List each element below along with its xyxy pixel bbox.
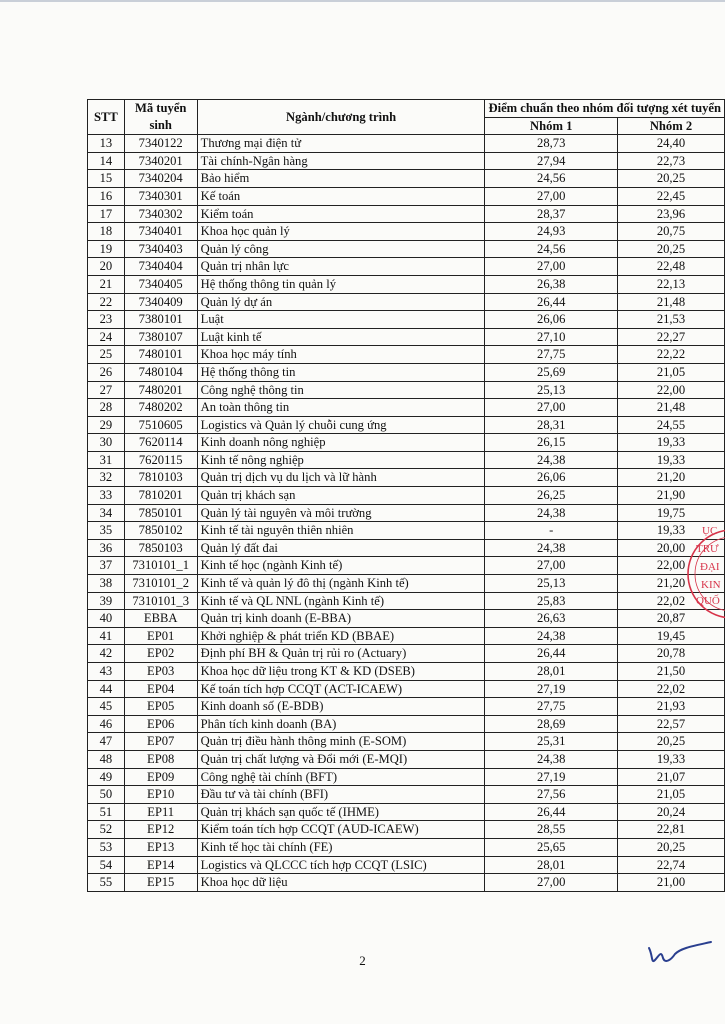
table-row [88, 258, 725, 276]
row-stt: 35 [88, 522, 125, 540]
table-row [88, 750, 725, 768]
row-score-group2: 21,20 [617, 575, 724, 593]
row-program: Quản trị kinh doanh (E-BBA) [197, 610, 485, 628]
row-score-group1: 27,94 [485, 152, 617, 170]
row-program: Kinh tế học tài chính (FE) [197, 838, 485, 856]
row-program: Luật kinh tế [197, 328, 485, 346]
row-score-group1: 27,75 [485, 698, 617, 716]
table-row [88, 575, 725, 593]
row-score-group2: 24,40 [617, 135, 724, 153]
row-stt: 13 [88, 135, 125, 153]
header-group2: Nhóm 2 [617, 117, 724, 135]
row-code: 7340403 [124, 240, 197, 258]
table-row [88, 205, 725, 223]
row-program: Thương mại điện tử [197, 135, 485, 153]
row-code: EP03 [124, 663, 197, 681]
row-code: 7380107 [124, 328, 197, 346]
row-stt: 21 [88, 275, 125, 293]
row-code: EP06 [124, 715, 197, 733]
table-row [88, 698, 725, 716]
row-stt: 14 [88, 152, 125, 170]
table-row [88, 135, 725, 153]
row-score-group1: 26,44 [485, 293, 617, 311]
table-row [88, 539, 725, 557]
row-code: 7340401 [124, 223, 197, 241]
row-stt: 32 [88, 469, 125, 487]
row-score-group2: 22,13 [617, 275, 724, 293]
row-score-group1: 26,25 [485, 487, 617, 505]
table-row [88, 469, 725, 487]
table-row [88, 663, 725, 681]
row-stt: 49 [88, 768, 125, 786]
row-score-group1: 24,93 [485, 223, 617, 241]
row-program: Khoa học quản lý [197, 223, 485, 241]
table-row [88, 363, 725, 381]
table-row [88, 451, 725, 469]
row-score-group1: 24,38 [485, 627, 617, 645]
row-program: Quản trị nhân lực [197, 258, 485, 276]
row-program: Kinh tế và QL NNL (ngành Kinh tế) [197, 592, 485, 610]
row-code: EP04 [124, 680, 197, 698]
table-header-row [88, 100, 725, 118]
row-score-group2: 24,55 [617, 416, 724, 434]
row-score-group2: 22,00 [617, 557, 724, 575]
stamp-text-3: ĐẠI [700, 561, 720, 573]
row-score-group1: 27,19 [485, 768, 617, 786]
row-program: Quản trị dịch vụ du lịch và lữ hành [197, 469, 485, 487]
row-stt: 54 [88, 856, 125, 874]
row-score-group2: 22,45 [617, 187, 724, 205]
table-row [88, 715, 725, 733]
row-stt: 20 [88, 258, 125, 276]
table-row [88, 768, 725, 786]
row-code: 7310101_2 [124, 575, 197, 593]
row-program: Logistics và QLCCC tích hợp CCQT (LSIC) [197, 856, 485, 874]
row-code: 7510605 [124, 416, 197, 434]
table-row [88, 557, 725, 575]
row-score-group1: 26,06 [485, 311, 617, 329]
row-stt: 36 [88, 539, 125, 557]
row-program: Công nghệ tài chính (BFT) [197, 768, 485, 786]
row-program: Quản lý tài nguyên và môi trường [197, 504, 485, 522]
row-score-group1: 24,38 [485, 750, 617, 768]
row-program: Quản lý đất đai [197, 539, 485, 557]
table-row [88, 240, 725, 258]
row-score-group2: 20,78 [617, 645, 724, 663]
row-stt: 28 [88, 399, 125, 417]
table-row [88, 170, 725, 188]
row-program: Công nghệ thông tin [197, 381, 485, 399]
row-score-group2: 22,74 [617, 856, 724, 874]
row-score-group2: 22,73 [617, 152, 724, 170]
header-score: Điểm chuẩn theo nhóm đối tượng xét tuyển [485, 100, 725, 118]
row-stt: 22 [88, 293, 125, 311]
row-score-group2: 20,24 [617, 803, 724, 821]
row-stt: 31 [88, 451, 125, 469]
row-score-group1: 27,19 [485, 680, 617, 698]
row-code: 7340405 [124, 275, 197, 293]
row-score-group1: 25,83 [485, 592, 617, 610]
row-score-group2: 22,02 [617, 592, 724, 610]
row-code: EP02 [124, 645, 197, 663]
stamp-text-5: QUỐ [696, 595, 720, 607]
handwritten-signature [645, 938, 715, 970]
row-stt: 16 [88, 187, 125, 205]
row-code: EP01 [124, 627, 197, 645]
row-code: EP14 [124, 856, 197, 874]
row-code: EP10 [124, 786, 197, 804]
table-row [88, 821, 725, 839]
row-score-group1: 27,00 [485, 557, 617, 575]
row-program: Kinh doanh nông nghiệp [197, 434, 485, 452]
row-code: EP07 [124, 733, 197, 751]
row-program: Khởi nghiệp & phát triển KD (BBAE) [197, 627, 485, 645]
stamp-text-2: TRƯ [696, 543, 719, 555]
row-stt: 18 [88, 223, 125, 241]
row-stt: 52 [88, 821, 125, 839]
row-stt: 44 [88, 680, 125, 698]
row-score-group2: 22,48 [617, 258, 724, 276]
row-program: Quản lý công [197, 240, 485, 258]
table-row [88, 223, 725, 241]
row-program: Quản trị điều hành thông minh (E-SOM) [197, 733, 485, 751]
table-row [88, 381, 725, 399]
row-code: 7380101 [124, 311, 197, 329]
row-stt: 38 [88, 575, 125, 593]
row-score-group1: 27,00 [485, 187, 617, 205]
row-program: An toàn thông tin [197, 399, 485, 417]
table-row [88, 838, 725, 856]
row-code: EP12 [124, 821, 197, 839]
row-score-group2: 21,20 [617, 469, 724, 487]
table-row [88, 328, 725, 346]
table-row [88, 399, 725, 417]
row-score-group1: 26,38 [485, 275, 617, 293]
row-stt: 24 [88, 328, 125, 346]
row-program: Kinh tế nông nghiệp [197, 451, 485, 469]
row-stt: 48 [88, 750, 125, 768]
row-score-group1: 28,55 [485, 821, 617, 839]
table-row [88, 293, 725, 311]
row-score-group2: 20,87 [617, 610, 724, 628]
row-score-group2: 22,00 [617, 381, 724, 399]
row-code: 7340204 [124, 170, 197, 188]
row-code: EP13 [124, 838, 197, 856]
row-stt: 55 [88, 874, 125, 892]
row-score-group1: 24,38 [485, 451, 617, 469]
row-code: 7480101 [124, 346, 197, 364]
row-program: Kế toán tích hợp CCQT (ACT-ICAEW) [197, 680, 485, 698]
row-score-group2: 20,25 [617, 733, 724, 751]
row-code: 7850101 [124, 504, 197, 522]
row-stt: 51 [88, 803, 125, 821]
row-score-group2: 19,33 [617, 522, 724, 540]
header-group1: Nhóm 1 [485, 117, 617, 135]
row-program: Quản trị khách sạn [197, 487, 485, 505]
row-stt: 30 [88, 434, 125, 452]
row-score-group2: 22,81 [617, 821, 724, 839]
row-stt: 50 [88, 786, 125, 804]
table-row [88, 275, 725, 293]
row-score-group1: 28,01 [485, 663, 617, 681]
row-score-group2: 21,48 [617, 399, 724, 417]
row-code: 7480201 [124, 381, 197, 399]
row-code: 7340201 [124, 152, 197, 170]
row-score-group1: 26,15 [485, 434, 617, 452]
row-score-group1: 24,56 [485, 240, 617, 258]
row-code: 7810201 [124, 487, 197, 505]
row-score-group1: 27,75 [485, 346, 617, 364]
row-code: 7340122 [124, 135, 197, 153]
row-score-group2: 19,33 [617, 451, 724, 469]
row-code: 7810103 [124, 469, 197, 487]
table-row [88, 187, 725, 205]
row-code: 7340404 [124, 258, 197, 276]
stamp-text-4: KIN [701, 579, 721, 591]
row-score-group2: 23,96 [617, 205, 724, 223]
row-code: EBBA [124, 610, 197, 628]
row-stt: 43 [88, 663, 125, 681]
row-code: 7340409 [124, 293, 197, 311]
row-program: Kinh tế tài nguyên thiên nhiên [197, 522, 485, 540]
row-stt: 19 [88, 240, 125, 258]
row-score-group1: 28,69 [485, 715, 617, 733]
row-program: Quản trị khách sạn quốc tế (IHME) [197, 803, 485, 821]
page-number: 2 [359, 953, 366, 968]
row-program: Kế toán [197, 187, 485, 205]
row-score-group2: 21,05 [617, 786, 724, 804]
row-stt: 33 [88, 487, 125, 505]
row-score-group2: 22,02 [617, 680, 724, 698]
row-score-group2: 21,07 [617, 768, 724, 786]
row-score-group1: - [485, 522, 617, 540]
row-program: Logistics và Quản lý chuỗi cung ứng [197, 416, 485, 434]
table-row [88, 680, 725, 698]
row-code: 7340302 [124, 205, 197, 223]
row-code: 7480202 [124, 399, 197, 417]
table-row [88, 803, 725, 821]
row-code: 7620114 [124, 434, 197, 452]
row-stt: 17 [88, 205, 125, 223]
row-score-group1: 27,00 [485, 874, 617, 892]
table-row [88, 522, 725, 540]
row-score-group2: 21,05 [617, 363, 724, 381]
row-code: 7850103 [124, 539, 197, 557]
row-program: Kinh tế học (ngành Kinh tế) [197, 557, 485, 575]
row-score-group2: 19,33 [617, 434, 724, 452]
row-score-group2: 21,53 [617, 311, 724, 329]
table-row [88, 733, 725, 751]
stamp-text-1: ỤC [702, 525, 718, 537]
row-score-group1: 24,38 [485, 539, 617, 557]
row-code: 7480104 [124, 363, 197, 381]
row-score-group2: 22,57 [617, 715, 724, 733]
row-score-group1: 24,56 [485, 170, 617, 188]
row-score-group1: 25,13 [485, 575, 617, 593]
table-row [88, 592, 725, 610]
row-score-group1: 28,73 [485, 135, 617, 153]
row-program: Kiểm toán tích hợp CCQT (AUD-ICAEW) [197, 821, 485, 839]
row-stt: 37 [88, 557, 125, 575]
row-score-group2: 22,22 [617, 346, 724, 364]
row-stt: 34 [88, 504, 125, 522]
row-stt: 15 [88, 170, 125, 188]
table-row [88, 504, 725, 522]
row-score-group2: 19,75 [617, 504, 724, 522]
row-program: Tài chính-Ngân hàng [197, 152, 485, 170]
table-row [88, 645, 725, 663]
row-stt: 27 [88, 381, 125, 399]
row-program: Kiểm toán [197, 205, 485, 223]
row-score-group1: 26,44 [485, 803, 617, 821]
row-score-group2: 21,90 [617, 487, 724, 505]
row-score-group1: 25,69 [485, 363, 617, 381]
row-score-group2: 21,48 [617, 293, 724, 311]
row-score-group1: 26,44 [485, 645, 617, 663]
row-stt: 46 [88, 715, 125, 733]
table-row [88, 856, 725, 874]
row-score-group1: 28,01 [485, 856, 617, 874]
table-row [88, 786, 725, 804]
table-body [88, 135, 725, 892]
row-stt: 40 [88, 610, 125, 628]
row-program: Phân tích kinh doanh (BA) [197, 715, 485, 733]
header-code: Mã tuyển sinh [124, 100, 197, 135]
row-program: Đầu tư và tài chính (BFI) [197, 786, 485, 804]
table-row [88, 487, 725, 505]
header-stt: STT [88, 100, 125, 135]
row-score-group1: 24,38 [485, 504, 617, 522]
row-score-group2: 20,25 [617, 170, 724, 188]
row-code: 7620115 [124, 451, 197, 469]
row-stt: 42 [88, 645, 125, 663]
row-code: EP08 [124, 750, 197, 768]
row-stt: 29 [88, 416, 125, 434]
row-program: Quản lý dự án [197, 293, 485, 311]
table-row [88, 311, 725, 329]
admission-score-table [87, 99, 725, 892]
row-code: 7310101_3 [124, 592, 197, 610]
row-program: Bảo hiểm [197, 170, 485, 188]
row-score-group1: 25,65 [485, 838, 617, 856]
row-code: 7850102 [124, 522, 197, 540]
row-score-group1: 25,31 [485, 733, 617, 751]
row-score-group1: 28,31 [485, 416, 617, 434]
row-stt: 26 [88, 363, 125, 381]
table-row [88, 416, 725, 434]
header-program: Ngành/chương trình [197, 100, 485, 135]
row-program: Hệ thống thông tin [197, 363, 485, 381]
row-program: Kinh tế và quản lý đô thị (ngành Kinh tế) [197, 575, 485, 593]
row-score-group1: 26,06 [485, 469, 617, 487]
table-row [88, 346, 725, 364]
row-score-group1: 27,00 [485, 258, 617, 276]
table-row [88, 152, 725, 170]
row-score-group2: 20,00 [617, 539, 724, 557]
row-score-group2: 22,27 [617, 328, 724, 346]
row-code: EP15 [124, 874, 197, 892]
row-score-group2: 20,25 [617, 838, 724, 856]
row-code: EP05 [124, 698, 197, 716]
row-score-group1: 27,10 [485, 328, 617, 346]
row-program: Quản trị chất lượng và Đổi mới (E-MQI) [197, 750, 485, 768]
table-row [88, 434, 725, 452]
row-stt: 47 [88, 733, 125, 751]
row-score-group1: 26,63 [485, 610, 617, 628]
table-row [88, 610, 725, 628]
row-program: Luật [197, 311, 485, 329]
row-score-group2: 21,93 [617, 698, 724, 716]
row-stt: 23 [88, 311, 125, 329]
row-score-group2: 19,45 [617, 627, 724, 645]
row-stt: 41 [88, 627, 125, 645]
red-seal-stamp [684, 512, 725, 632]
row-score-group1: 28,37 [485, 205, 617, 223]
row-program: Định phí BH & Quản trị rủi ro (Actuary) [197, 645, 485, 663]
row-stt: 39 [88, 592, 125, 610]
row-stt: 53 [88, 838, 125, 856]
row-score-group2: 21,00 [617, 874, 724, 892]
table-row [88, 627, 725, 645]
row-score-group2: 20,25 [617, 240, 724, 258]
row-code: 7340301 [124, 187, 197, 205]
row-program: Kinh doanh số (E-BDB) [197, 698, 485, 716]
row-program: Khoa học dữ liệu [197, 874, 485, 892]
row-stt: 45 [88, 698, 125, 716]
top-edge-line [0, 0, 725, 2]
row-code: 7310101_1 [124, 557, 197, 575]
row-score-group2: 21,50 [617, 663, 724, 681]
table-row [88, 874, 725, 892]
row-program: Khoa học dữ liệu trong KT & KD (DSEB) [197, 663, 485, 681]
row-score-group2: 19,33 [617, 750, 724, 768]
row-score-group1: 27,56 [485, 786, 617, 804]
row-code: EP11 [124, 803, 197, 821]
row-score-group1: 27,00 [485, 399, 617, 417]
row-program: Khoa học máy tính [197, 346, 485, 364]
row-score-group1: 25,13 [485, 381, 617, 399]
row-score-group2: 20,75 [617, 223, 724, 241]
row-code: EP09 [124, 768, 197, 786]
row-stt: 25 [88, 346, 125, 364]
row-program: Hệ thống thông tin quản lý [197, 275, 485, 293]
